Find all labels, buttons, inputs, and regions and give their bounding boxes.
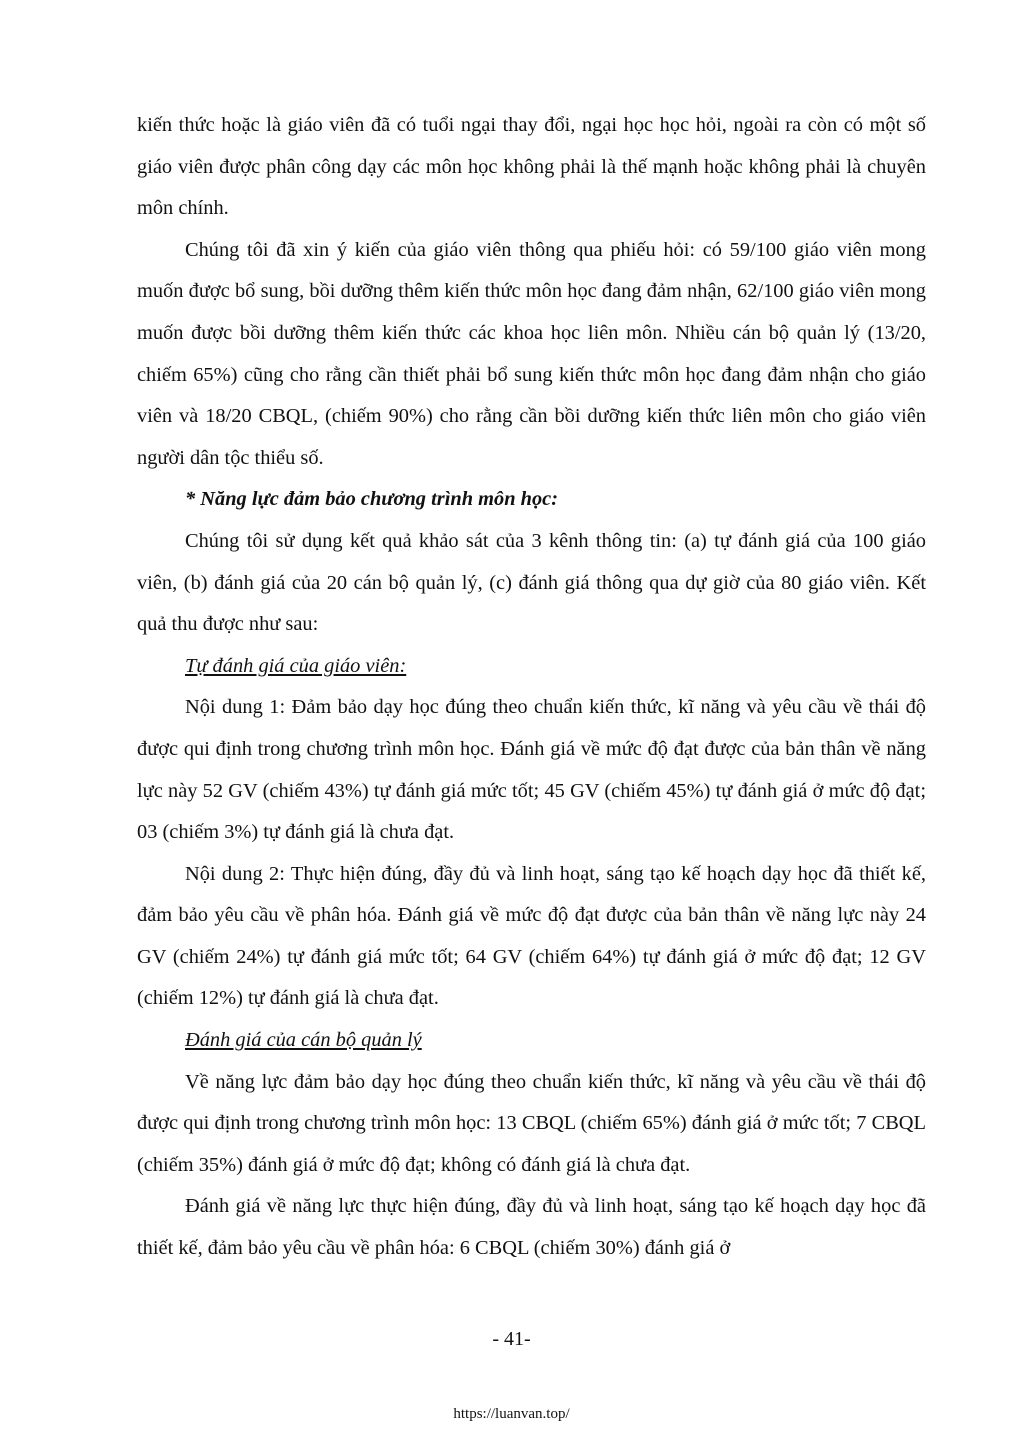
section-heading: * Năng lực đảm bảo chương trình môn học:	[185, 488, 559, 511]
paragraph-survey-channels: Chúng tôi sử dụng kết quả khảo sát của 3 kênh thông tin: (a) tự đánh giá của 100 giáo viên, (b) đánh giá của 20 cán bộ quản lý, (c) đánh giá thông qua dự giờ của 80 giáo viên. Kết quả thu được như sau:	[137, 529, 926, 636]
paragraph-continuation: kiến thức hoặc là giáo viên đã có tuổi ngại thay đổi, ngại học học hỏi, ngoài ra còn có một số giáo viên được phân công dạy các môn học không phải là thế mạnh hoặc không phải là chuyên môn chính.	[137, 114, 926, 220]
subheading-teacher-self-assessment: Tự đánh giá của giáo viên:	[185, 654, 407, 677]
page-number: - 41-	[492, 1328, 531, 1350]
paragraph-manager-plan: Đánh giá về năng lực thực hiện đúng, đầy đủ và linh hoạt, sáng tạo kế hoạch dạy học đã thiết kế, đảm bảo yêu cầu về phân hóa: 6 CBQL (chiếm 30%) đánh giá ở	[137, 1195, 926, 1260]
paragraph-survey-opinions: Chúng tôi đã xin ý kiến của giáo viên thông qua phiếu hỏi: có 59/100 giáo viên mong muốn được bổ sung, bồi dưỡng thêm kiến thức môn học đang đảm nhận, 62/100 giáo viên mong muốn được bồi dưỡng thêm kiến thức các khoa học liên môn. Nhiều cán bộ quản lý (13/20, chiếm 65%) cũng cho rằng cần thiết phải bổ sung kiến thức môn học đang đảm nhận cho giáo viên và 18/20 CBQL, (chiếm 90%) cho rằng cần bồi dưỡng kiến thức liên môn cho giáo viên người dân tộc thiểu số.	[137, 238, 926, 469]
subheading-manager-assessment: Đánh giá của cán bộ quản lý	[185, 1029, 422, 1052]
paragraph-manager-knowledge: Về năng lực đảm bảo dạy học đúng theo chuẩn kiến thức, kĩ năng và yêu cầu về thái độ được qui định trong chương trình môn học: 13 CBQL (chiếm 65%) đánh giá ở mức tốt; 7 CBQL (chiếm 35%) đánh giá ở mức độ đạt; không có đánh giá là chưa đạt.	[137, 1070, 926, 1176]
paragraph-content-1: Nội dung 1: Đảm bảo dạy học đúng theo chuẩn kiến thức, kĩ năng và yêu cầu về thái độ được qui định trong chương trình môn học. Đánh giá về mức độ đạt được của bản thân về năng lực này 52 GV (chiếm 43%) tự đánh giá mức tốt; 45 GV (chiếm 45%) tự đánh giá ở mức độ đạt; 03 (chiếm 3%) tự đánh giá là chưa đạt.	[137, 696, 926, 844]
document-body	[137, 105, 926, 1270]
paragraph-content-2: Nội dung 2: Thực hiện đúng, đầy đủ và linh hoạt, sáng tạo kế hoạch dạy học đã thiết kế, đảm bảo yêu cầu về phân hóa. Đánh giá về mức độ đạt được của bản thân về năng lực này 24 GV (chiếm 24%) tự đánh giá mức tốt; 64 GV (chiếm 64%) tự đánh giá ở mức độ đạt; 12 GV (chiếm 12%) tự đánh giá là chưa đạt.	[137, 862, 926, 1010]
footer-url[interactable]: https://luanvan.top/	[453, 1406, 570, 1422]
